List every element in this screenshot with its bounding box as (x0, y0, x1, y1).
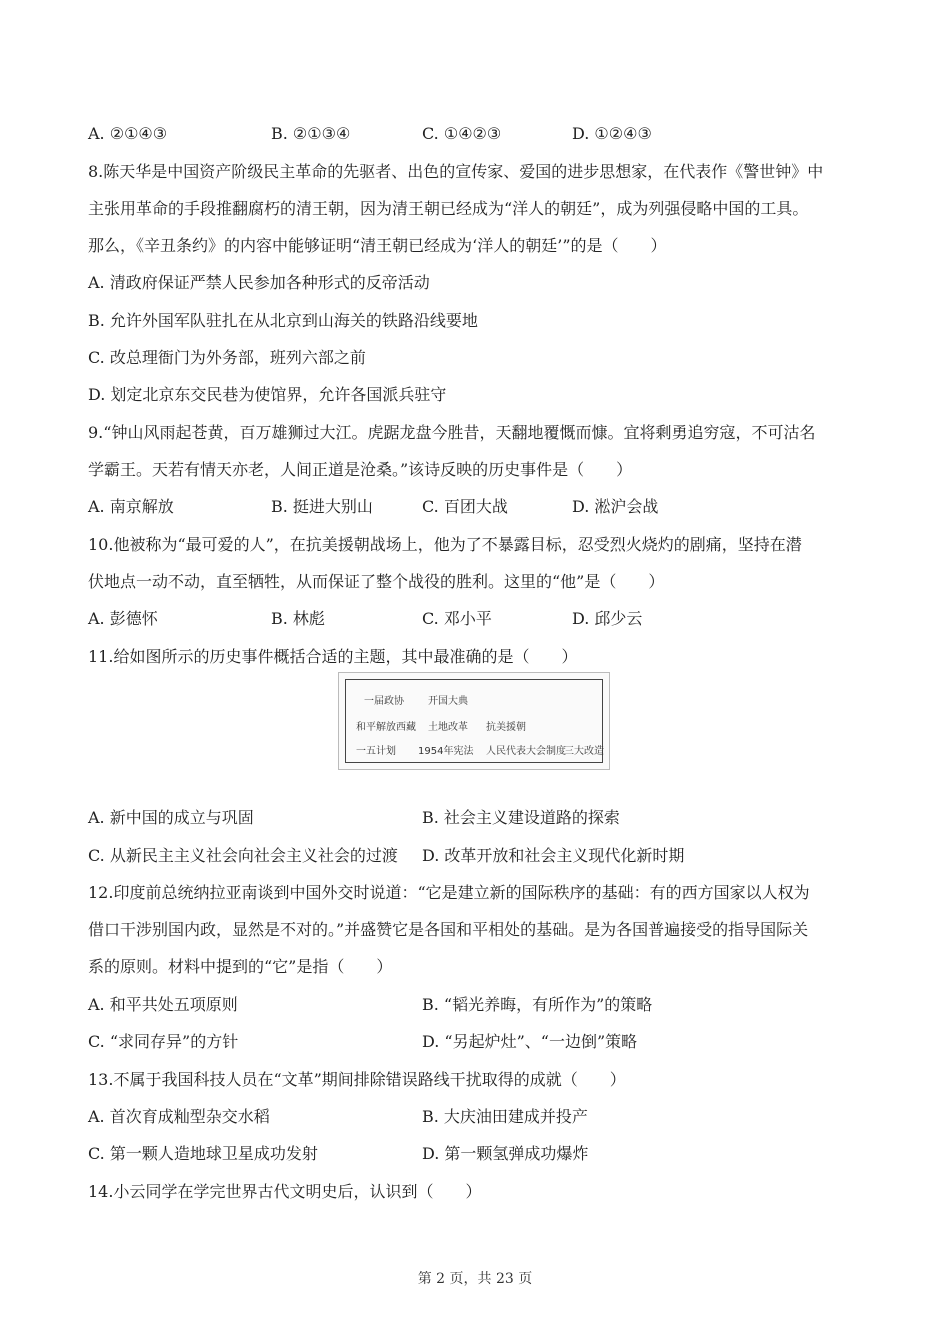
q7-option-d: D. ①②④③ (572, 124, 652, 143)
figure-item: 抗美援朝 (486, 722, 526, 733)
q11-option-a: A. 新中国的成立与巩固 (88, 808, 254, 827)
q9-stem-line-1: 9.“钟山风雨起苍黄，百万雄狮过大江。虎踞龙盘今胜昔，天翻地覆慨而慷。宜将剩勇追穷寇，不可沽名 (88, 423, 816, 442)
q10-option-c: C. 邓小平 (422, 609, 492, 628)
q13-option-d: D. 第一颗氢弹成功爆炸 (422, 1144, 589, 1163)
q10-option-a: A. 彭德怀 (88, 609, 158, 628)
q12-option-d: D. “另起炉灶”、“一边倒”策略 (422, 1032, 638, 1051)
q9-option-d: D. 淞沪会战 (572, 497, 659, 516)
q11-option-d: D. 改革开放和社会主义现代化新时期 (422, 846, 685, 865)
figure-item: 一届政协 (364, 696, 404, 707)
q12-option-c: C. “求同存异”的方针 (88, 1032, 239, 1051)
figure-item: 人民代表大会制度 (486, 746, 566, 757)
q9-option-a: A. 南京解放 (88, 497, 174, 516)
q11-stem: 11.给如图所示的历史事件概括合适的主题，其中最准确的是（ ） (88, 647, 578, 666)
q8-stem-line-2: 主张用革命的手段推翻腐朽的清王朝，因为清王朝已经成为“洋人的朝廷”，成为列强侵略中国的工具。 (88, 199, 809, 218)
q10-stem-line-2: 伏地点一动不动，直至牺牲，从而保证了整个战役的胜利。这里的“他”是（ ） (88, 572, 665, 591)
figure-item: 土地改革 (428, 722, 468, 733)
q8-stem-line-1: 8.陈天华是中国资产阶级民主革命的先驱者、出色的宣传家、爱国的进步思想家，在代表作《警世钟》中 (88, 162, 824, 181)
q12-stem-line-1: 12.印度前总统纳拉亚南谈到中国外交时说道：“它是建立新的国际秩序的基础：有的西方国家以人权为 (88, 883, 810, 902)
q11-option-c: C. 从新民主主义社会向社会主义社会的过渡 (88, 846, 398, 865)
q7-option-b: B. ②①③④ (271, 124, 351, 143)
q7-option-c: C. ①④②③ (422, 124, 502, 143)
q8-option-a: A. 清政府保证严禁人民参加各种形式的反帝活动 (88, 273, 430, 292)
q12-stem-line-2: 借口干涉别国内政，显然是不对的。”并盛赞它是各国和平相处的基础。是为各国普遍接受的指导国际关 (88, 920, 809, 939)
q10-option-b: B. 林彪 (271, 609, 325, 628)
q8-option-c: C. 改总理衙门为外务部，班列六部之前 (88, 348, 366, 367)
q12-option-b: B. “韬光养晦，有所作为”的策略 (422, 995, 653, 1014)
q11-figure-frame (345, 679, 603, 763)
figure-item: 1954年宪法 (418, 746, 474, 757)
q11-option-b: B. 社会主义建设道路的探索 (422, 808, 620, 827)
q9-option-c: C. 百团大战 (422, 497, 508, 516)
q7-option-a: A. ②①④③ (88, 124, 168, 143)
q9-option-b: B. 挺进大别山 (271, 497, 373, 516)
figure-item: 一五计划 (356, 746, 396, 757)
q10-option-d: D. 邱少云 (572, 609, 643, 628)
figure-item: 和平解放西藏 (356, 722, 416, 733)
figure-item: 三大改造 (564, 746, 604, 757)
q14-stem: 14.小云同学在学完世界古代文明史后，认识到（ ） (88, 1182, 482, 1201)
q13-option-b: B. 大庆油田建成并投产 (422, 1107, 588, 1126)
q8-option-d: D. 划定北京东交民巷为使馆界，允许各国派兵驻守 (88, 385, 447, 404)
q13-stem: 13.不属于我国科技人员在“文革”期间排除错误路线干扰取得的成就（ ） (88, 1070, 626, 1089)
q11-figure (338, 672, 610, 770)
q9-stem-line-2: 学霸王。天若有情天亦老，人间正道是沧桑。”该诗反映的历史事件是（ ） (88, 460, 633, 479)
q8-option-b: B. 允许外国军队驻扎在从北京到山海关的铁路沿线要地 (88, 311, 478, 330)
figure-item: 开国大典 (428, 696, 468, 707)
q13-option-c: C. 第一颗人造地球卫星成功发射 (88, 1144, 318, 1163)
q10-stem-line-1: 10.他被称为“最可爱的人”，在抗美援朝战场上，他为了不暴露目标，忍受烈火烧灼的剧痛，坚持在潜 (88, 535, 802, 554)
q13-option-a: A. 首次育成籼型杂交水稻 (88, 1107, 270, 1126)
q12-stem-line-3: 系的原则。材料中提到的“它”是指（ ） (88, 957, 393, 976)
q12-option-a: A. 和平共处五项原则 (88, 995, 238, 1014)
page-footer: 第 2 页，共 23 页 (417, 1271, 533, 1287)
q8-stem-line-3: 那么，《辛丑条约》的内容中能够证明“清王朝已经成为‘洋人的朝廷’”的是（ ） (88, 236, 667, 255)
